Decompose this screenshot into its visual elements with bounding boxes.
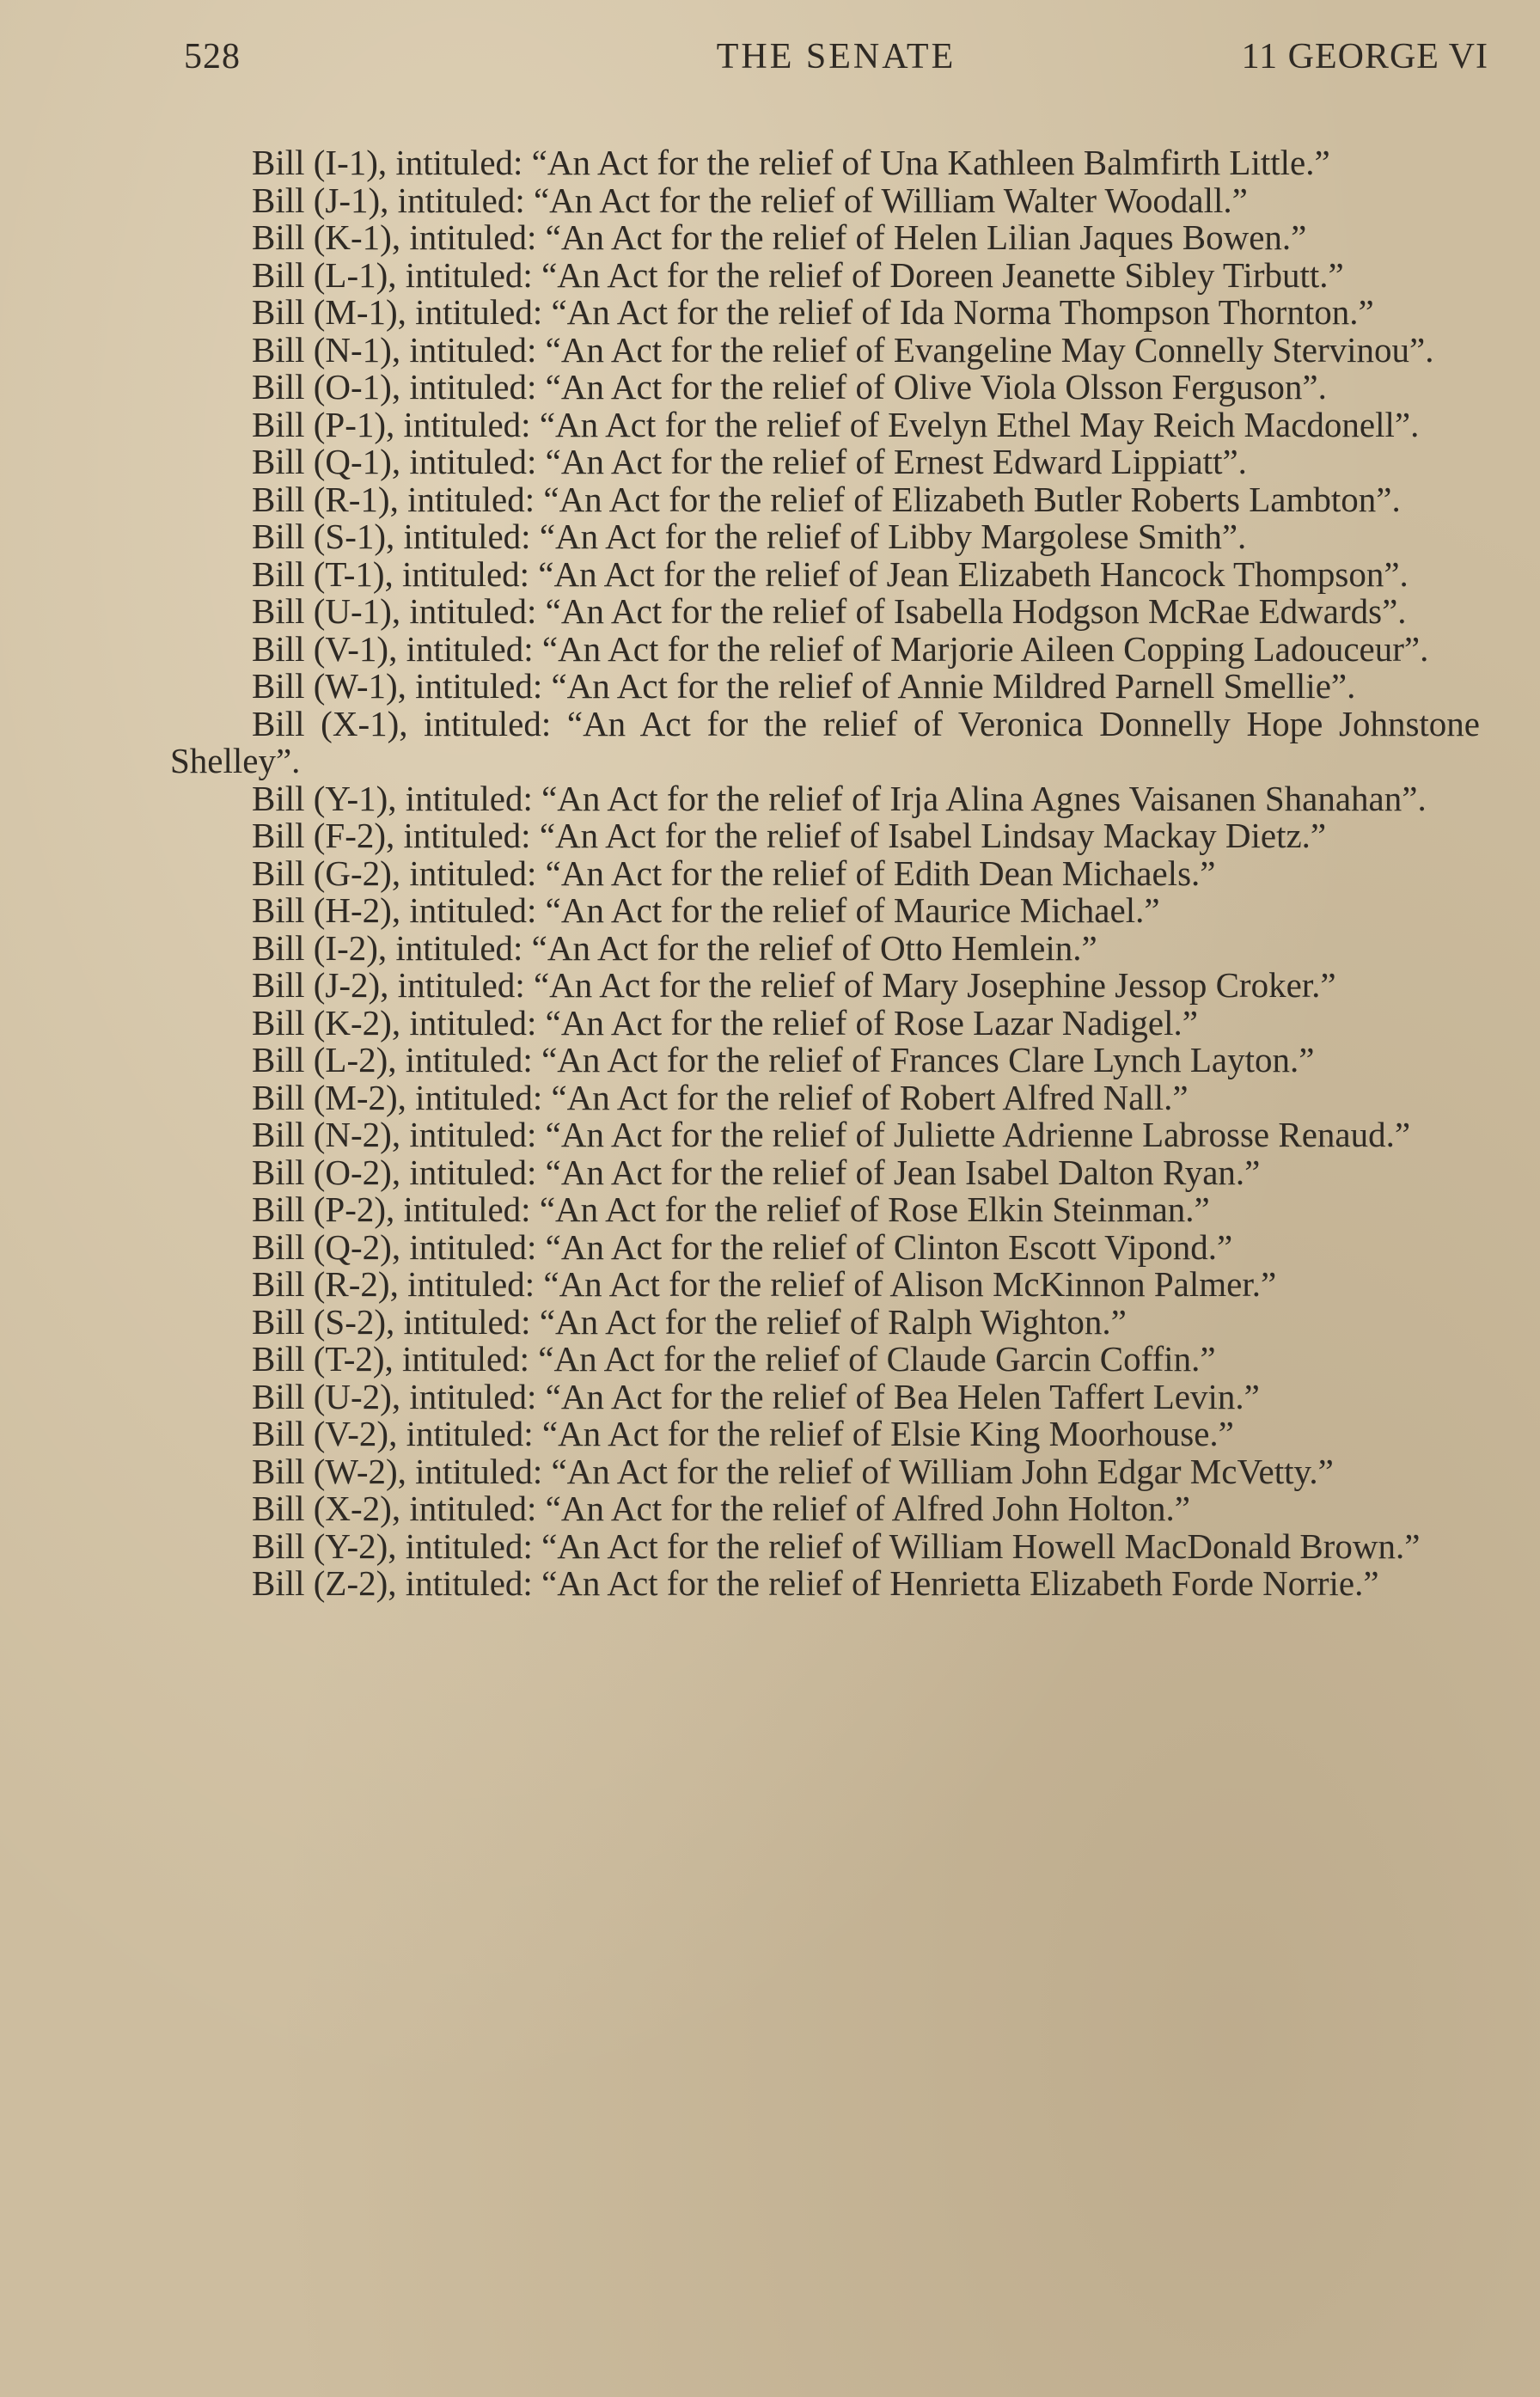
bill-entry: Bill (I-1), intituled: “An Act for the relief of Una Kathleen Balmfirth Little.”: [252, 143, 1330, 182]
bill-entry: Bill (O-1), intituled: “An Act for the relief of Olive Viola Olsson Ferguson”.: [252, 367, 1327, 407]
bill-entry: Bill (I-2), intituled: “An Act for the relief of Otto Hemlein.”: [252, 927, 1097, 968]
bill-entry: Bill (K-1), intituled: “An Act for the relief of Helen Lilian Jaques Bowen.”: [252, 217, 1307, 257]
bill-entry: Bill (L-2), intituled: “An Act for the relief of Frances Clare Lynch Layton.”: [252, 1040, 1315, 1079]
bill-entry: Bill (V-2), intituled: “An Act for the relief of Elsie King Moorhouse.”: [252, 1414, 1234, 1453]
bill-entry: Bill (U-2), intituled: “An Act for the relief of Bea Helen Taffert Levin.”: [252, 1376, 1260, 1416]
bill-entry: Bill (N-1), intituled: “An Act for the relief of Evangeline May Connelly Stervinou”.: [252, 329, 1434, 370]
bill-entry: Bill (K-2), intituled: “An Act for the relief of Rose Lazar Nadigel.”: [252, 1002, 1198, 1043]
bill-entry: Bill (V-1), intituled: “An Act for the relief of Marjorie Aileen Copping Ladouceur”.: [252, 628, 1429, 669]
bill-entry: Bill (P-2), intituled: “An Act for the relief of Rose Elkin Steinman.”: [252, 1189, 1210, 1229]
bill-entry: Bill (J-1), intituled: “An Act for the relief of William Walter Woodall.”: [252, 180, 1248, 220]
bill-entry: Bill (N-2), intituled: “An Act for the relief of Juliette Adrienne Labrosse Renaud.”: [252, 1115, 1411, 1154]
page-number: 528: [184, 37, 241, 76]
running-title: THE SENATE: [716, 37, 956, 76]
bill-entry: Bill (R-2), intituled: “An Act for the relief of Alison McKinnon Palmer.”: [252, 1264, 1277, 1304]
bill-entry: Bill (M-1), intituled: “An Act for the relief of Ida Norma Thompson Thornton.”: [252, 292, 1374, 332]
bill-entry: Bill (S-2), intituled: “An Act for the relief of Ralph Wighton.”: [252, 1301, 1127, 1342]
bill-entry: Bill (Z-2), intituled: “An Act for the relief of Henrietta Elizabeth Forde Norrie.”: [252, 1563, 1379, 1603]
bill-entry: Bill (G-2), intituled: “An Act for the relief of Edith Dean Michaels.”: [252, 853, 1216, 893]
bill-entry: Bill (L-1), intituled: “An Act for the relief of Doreen Jeanette Sibley Tirbutt.”: [252, 254, 1344, 295]
bill-entry: Bill (Y-1), intituled: “An Act for the relief of Irja Alina Agnes Vaisanen Shanahan”.: [252, 778, 1427, 818]
bill-entry: Bill (S-1), intituled: “An Act for the relief of Libby Margolese Smith”.: [252, 517, 1247, 556]
page-header: [184, 36, 1488, 88]
bill-entry: Bill (O-2), intituled: “An Act for the relief of Jean Isabel Dalton Ryan.”: [252, 1152, 1261, 1192]
bill-entry: Bill (M-2), intituled: “An Act for the relief of Robert Alfred Nall.”: [252, 1077, 1189, 1117]
bill-entry: Bill (R-1), intituled: “An Act for the relief of Elizabeth Butler Roberts Lambton”.: [252, 479, 1401, 519]
bill-entry: Bill (Y-2), intituled: “An Act for the relief of William Howell MacDonald Brown.”: [252, 1526, 1421, 1566]
bill-entry: Bill (U-1), intituled: “An Act for the relief of Isabella Hodgson McRae Edwards”.: [252, 591, 1407, 631]
bill-entry: Bill (W-1), intituled: “An Act for the relief of Annie Mildred Parnell Smellie”.: [252, 666, 1356, 706]
bill-entry: Bill (Q-1), intituled: “An Act for the relief of Ernest Edward Lippiatt”.: [252, 442, 1247, 481]
bill-entry: Bill (X-1), intituled: “An Act for the relief of Veronica Donnelly Hope Johnstone Shelley”.: [170, 703, 1480, 780]
bill-entry: Bill (H-2), intituled: “An Act for the relief of Maurice Michael.”: [252, 890, 1160, 930]
bill-entry: Bill (X-2), intituled: “An Act for the relief of Alfred John Holton.”: [252, 1489, 1190, 1528]
bill-entry: Bill (T-1), intituled: “An Act for the relief of Jean Elizabeth Hancock Thompson”.: [252, 553, 1409, 594]
bill-entry: Bill (P-1), intituled: “An Act for the relief of Evelyn Ethel May Reich Macdonell”.: [252, 404, 1420, 444]
bill-entry: Bill (W-2), intituled: “An Act for the relief of William John Edgar McVetty.”: [252, 1451, 1334, 1491]
bill-entry: Bill (F-2), intituled: “An Act for the relief of Isabel Lindsay Mackay Dietz.”: [252, 816, 1327, 855]
regnal-year: 11 GEORGE VI: [1241, 37, 1488, 76]
bill-list: [170, 144, 1480, 1603]
bill-entry: Bill (T-2), intituled: “An Act for the relief of Claude Garcin Coffin.”: [252, 1339, 1216, 1379]
bill-entry: Bill (Q-2), intituled: “An Act for the relief of Clinton Escott Vipond.”: [252, 1226, 1233, 1267]
bill-entry: Bill (J-2), intituled: “An Act for the relief of Mary Josephine Jessop Croker.”: [252, 965, 1336, 1005]
